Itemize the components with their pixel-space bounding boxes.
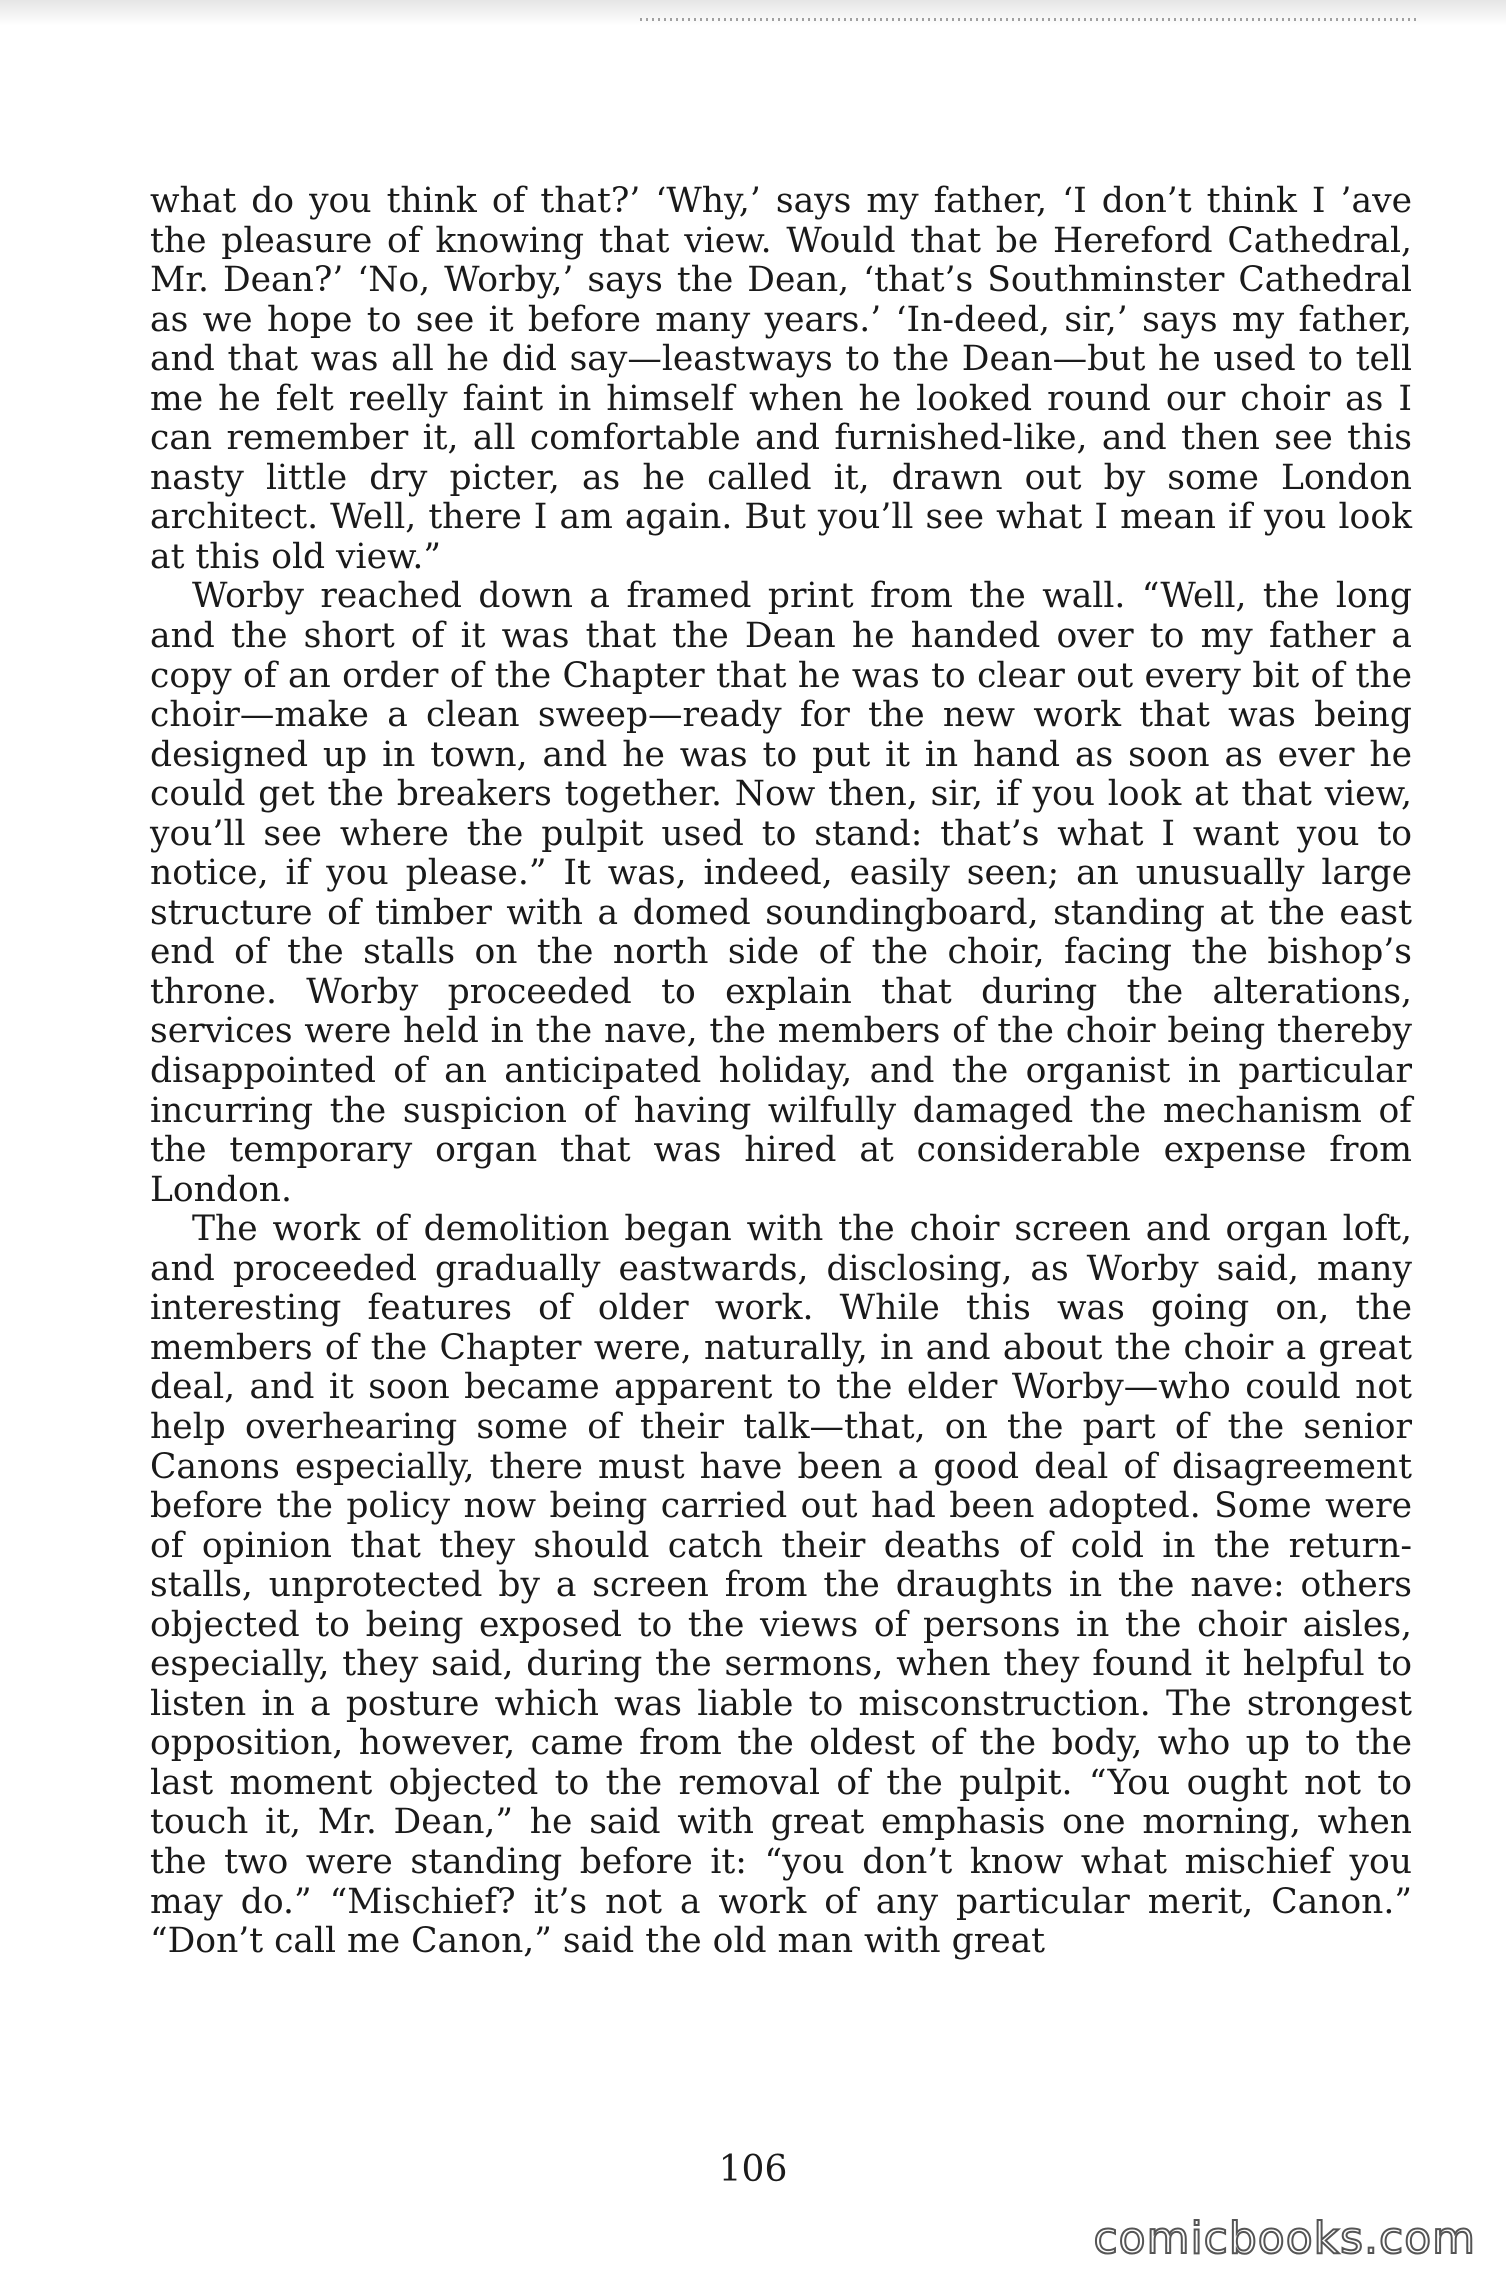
paragraph-3: The work of demolition began with the choir screen and organ loft, and proceeded gradually eastwards, disclosing, as Worby said, many interesting features of older work. While this was going on, the members of the Chapter were, naturally, in and about the choir a great deal, and it soon became apparent to the elder Worby—who could not help overhearing some of their talk—that, on the part of the senior Canons especially, there must have been a good deal of disagreement before the policy now being carried out had been adopted. Some were of opinion that they should catch their deaths of cold in the return-stalls, unprotected by a screen from the draughts in the nave: others objected to being exposed to the views of persons in the choir aisles, especially, they said, during the sermons, when they found it helpful to listen in a posture which was liable to misconstruction. The strongest opposition, however, came from the oldest of the body, who up to the last moment objected to the removal of the pulpit. “You ought not to touch it, Mr. Dean,” he said with great emphasis one morning, when the two were standing before it: “you don’t know what mischief you may do.” “Mischief? it’s not a work of any particular merit, Canon.” “Don’t call me Canon,” said the old man with great: [150, 1209, 1412, 1962]
paragraph-1: what do you think of that?’ ‘Why,’ says my father, ‘I don’t think I ’ave the pleasure of knowing that view. Would that be Hereford Cathedral, Mr. Dean?’ ‘No, Worby,’ says the Dean, ‘that’s Southminster Cathedral as we hope to see it before many years.’ ‘In-deed, sir,’ says my father, and that was all he did say—leastways to the Dean—but he used to tell me he felt reelly faint in himself when he looked round our choir as I can remember it, all comfortable and furnished-like, and then see this nasty little dry picter, as he called it, drawn out by some London architect. Well, there I am again. But you’ll see what I mean if you look at this old view.”: [150, 181, 1412, 577]
body-text: [150, 182, 1412, 1962]
watermark: comicbooks.com: [1093, 2213, 1476, 2264]
paragraph-2: Worby reached down a framed print from the wall. “Well, the long and the short of it was that the Dean he handed over to my father a copy of an order of the Chapter that he was to clear out every bit of the choir—make a clean sweep—ready for the new work that was being designed up in town, and he was to put it in hand as soon as ever he could get the breakers together. Now then, sir, if you look at that view, you’ll see where the pulpit used to stand: that’s what I want you to notice, if you please.” It was, indeed, easily seen; an unusually large structure of timber with a domed soundingboard, standing at the east end of the stalls on the north side of the choir, facing the bishop’s throne. Worby proceeded to explain that during the alterations, services were held in the nave, the members of the choir being thereby disappointed of an anticipated holiday, and the organist in particular incurring the suspicion of having wilfully damaged the mechanism of the temporary organ that was hired at considerable expense from London.: [150, 576, 1412, 1210]
page-number: 106: [718, 2149, 788, 2190]
scan-edge: [0, 0, 1506, 26]
